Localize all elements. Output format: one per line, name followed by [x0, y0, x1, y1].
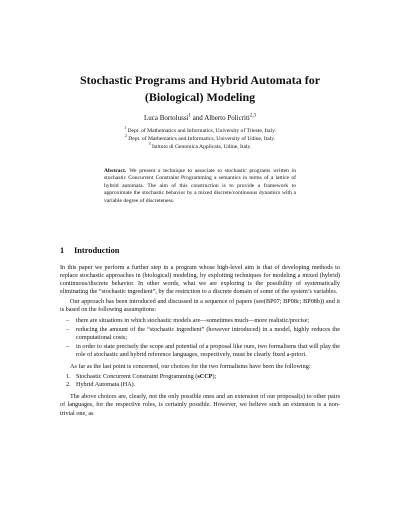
list-item-text: in order to state precisely the scope and potential of a proposal like ours, two formalisms that will play the role of stochastic and hybrid reference languages, respectively, must be clearly fixed a-priori.: [76, 342, 340, 358]
author-2: Alberto Policriti: [204, 114, 250, 122]
section-title: Introduction: [74, 246, 120, 255]
abstract-text: We present a technique to associate to stochastic programs written in stochastic Concurrent Constraint Programming a semantics in terms of a lattice of hybrid automata. The aim of this construction is to provide a framework to approximate the stochastic behavior by a mixed discrete/continuous dynamics with a variable degree of discreteness.: [104, 168, 296, 204]
paragraph-1: In this paper we perform a further step in a program whose high-level aim is that of developing methods to replace stochastic approaches in (biological) modeling, by exploiting techniques for modeling a mixed (hybrid) continuous/discrete behavior. In other words, what we are exploring is the possibility of systematically eliminating the “stochastic ingredient”, by the restriction to a discrete domain of some of the system’s variables.: [60, 264, 340, 296]
title-line-2: (Biological) Modeling: [144, 90, 256, 104]
authors: [60, 114, 340, 123]
list-item: [66, 343, 340, 359]
paragraph-4: The above choices are, clearly, not the only possible ones and an extension of our proposal(s) to other pairs of languages, for the respective roles, is certainly possible. However, we believe such an extension is a non-trivial one, as: [60, 393, 340, 417]
list-item-text: reducing the amount of the “stochastic ingredient” (however introduced) in a model, highly reduces the computational costs;: [76, 325, 340, 341]
list-item: [66, 326, 340, 342]
author-1: Luca Bortolussi: [143, 114, 189, 122]
list-item-number: 1.: [66, 373, 71, 381]
paragraph-3: As far as the last point is concerned, our choices for the two formalisms have been the following:: [70, 363, 311, 371]
author-2-affiliation-mark: 2,3: [249, 113, 257, 119]
affiliation-1: [60, 127, 340, 135]
list-item-number: 2.: [66, 381, 71, 389]
affiliation-2-text: Dept. of Mathematics and Informatics, University of Udine, Italy.: [126, 136, 276, 142]
bullet-dash-icon: –: [66, 325, 70, 333]
affiliations: [60, 127, 340, 151]
list-item: [66, 373, 340, 381]
affiliation-3-mark: 3: [148, 142, 151, 147]
author-1-affiliation-mark: 1: [188, 113, 191, 119]
list-item: [66, 317, 340, 325]
paragraph-2: Our approach has been introduced and discussed in a sequence of papers (see(BP07; BP08c; BP08b)) and it is based on the following assumptions:: [60, 298, 340, 314]
formalisms-list: [60, 373, 340, 389]
affiliation-3-text: Istituto di Genomica Applicata, Udine, Italy.: [150, 144, 252, 150]
list-item: [66, 381, 340, 389]
affiliation-2-mark: 2: [124, 134, 127, 139]
abstract-label: Abstract.: [104, 168, 127, 174]
list-item-text: Stochastic Concurrent Constraint Programming (: [76, 373, 198, 381]
list-item-text: there are situations in which stochastic models are—sometimes much—more realistic/precise;: [76, 316, 310, 324]
authors-conjunction: and: [190, 114, 205, 122]
section-number: 1: [60, 246, 65, 255]
affiliation-3: [60, 143, 340, 151]
affiliation-2: [60, 135, 340, 143]
body-text: [60, 264, 340, 420]
assumptions-list: [60, 317, 340, 359]
abstract: [104, 168, 296, 205]
section-heading: [60, 246, 340, 256]
bullet-dash-icon: –: [66, 342, 70, 350]
affiliation-1-text: Dept. of Mathematics and Informatics, University of Trieste, Italy.: [126, 128, 276, 134]
list-item-text: Hybrid Automata (HA).: [76, 381, 136, 389]
title-line-1: Stochastic Programs and Hybrid Automata for: [79, 73, 321, 87]
paper-title: [60, 72, 340, 106]
list-item-bold-term: sCCP: [197, 373, 213, 381]
bullet-dash-icon: –: [66, 316, 70, 324]
list-item-text-end: );: [212, 373, 217, 381]
affiliation-1-mark: 1: [124, 126, 127, 131]
